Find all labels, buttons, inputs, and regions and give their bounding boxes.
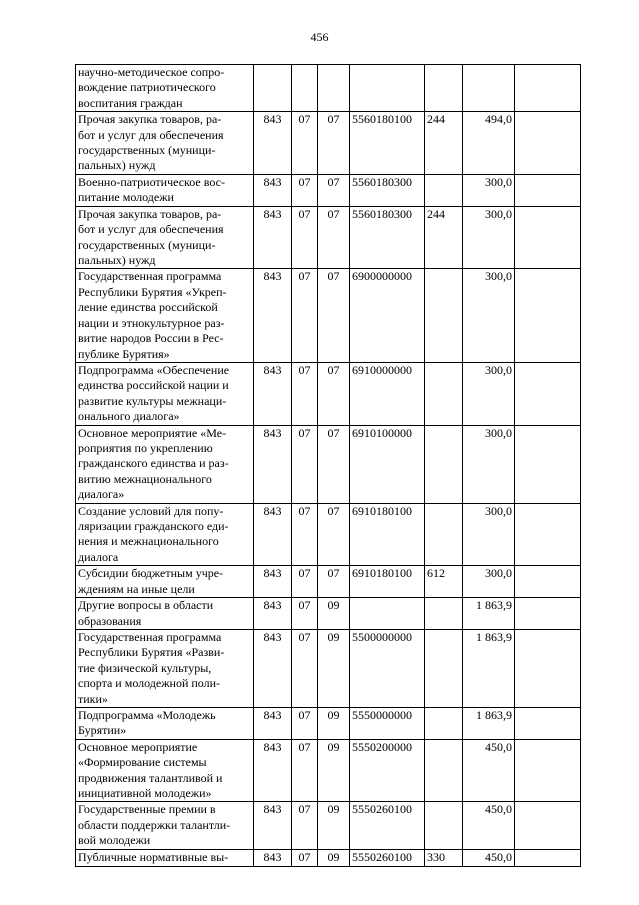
cell-extra <box>515 425 581 503</box>
cell-name: Военно-патриотическое вос- питание молодежи <box>76 174 254 206</box>
cell-name: Другие вопросы в области образования <box>76 598 254 630</box>
cell-expense-type <box>425 362 463 425</box>
table-row <box>76 425 581 503</box>
cell-expense-type <box>425 802 463 849</box>
cell-name: Основное мероприятие «Ме- роприятия по укреплению гражданского единства и раз- витию межнационального диалога» <box>76 425 254 503</box>
cell-subsection: 09 <box>318 598 350 630</box>
cell-subsection: 09 <box>318 630 350 708</box>
cell-extra <box>515 65 581 112</box>
cell-section: 07 <box>292 174 318 206</box>
cell-section: 07 <box>292 425 318 503</box>
cell-extra <box>515 362 581 425</box>
cell-expense-type <box>425 65 463 112</box>
table-row <box>76 503 581 566</box>
cell-target-article: 5500000000 <box>350 630 425 708</box>
cell-target-article: 5560180300 <box>350 206 425 269</box>
cell-grbs: 843 <box>254 849 292 866</box>
table-row <box>76 362 581 425</box>
cell-expense-type <box>425 269 463 362</box>
cell-section: 07 <box>292 802 318 849</box>
cell-name: Государственные премии в области поддержки талантли- вой молодежи <box>76 802 254 849</box>
table-row <box>76 174 581 206</box>
cell-name: Прочая закупка товаров, ра- бот и услуг для обеспечения государственных (муници- пальных) нужд <box>76 206 254 269</box>
cell-expense-type <box>425 174 463 206</box>
cell-grbs: 843 <box>254 708 292 740</box>
table-row <box>76 598 581 630</box>
cell-subsection: 09 <box>318 739 350 802</box>
cell-target-article <box>350 598 425 630</box>
cell-expense-type: 244 <box>425 112 463 175</box>
cell-extra <box>515 849 581 866</box>
cell-grbs: 843 <box>254 566 292 598</box>
cell-subsection: 07 <box>318 566 350 598</box>
cell-extra <box>515 206 581 269</box>
page-number: 456 <box>310 30 329 44</box>
cell-section: 07 <box>292 503 318 566</box>
cell-amount: 450,0 <box>463 739 515 802</box>
cell-amount: 494,0 <box>463 112 515 175</box>
cell-amount: 450,0 <box>463 849 515 866</box>
cell-subsection: 07 <box>318 174 350 206</box>
table-row <box>76 630 581 708</box>
cell-grbs <box>254 65 292 112</box>
cell-amount: 1 863,9 <box>463 708 515 740</box>
cell-extra <box>515 174 581 206</box>
cell-expense-type <box>425 630 463 708</box>
cell-name: научно-методическое сопро- вождение патриотического воспитания граждан <box>76 65 254 112</box>
table-row <box>76 206 581 269</box>
cell-target-article: 5550200000 <box>350 739 425 802</box>
cell-target-article: 6910100000 <box>350 425 425 503</box>
cell-name: Подпрограмма «Обеспечение единства российской нации и развитие культуры межнаци- онального диалога» <box>76 362 254 425</box>
cell-extra <box>515 630 581 708</box>
cell-section: 07 <box>292 630 318 708</box>
cell-amount: 450,0 <box>463 802 515 849</box>
cell-grbs: 843 <box>254 425 292 503</box>
cell-name: Создание условий для попу- ляризации гражданского еди- нения и межнационального диалога <box>76 503 254 566</box>
cell-name: Государственная программа Республики Бурятия «Разви- тие физической культуры, спорта и молодежной поли- тики» <box>76 630 254 708</box>
cell-section: 07 <box>292 598 318 630</box>
cell-amount: 300,0 <box>463 362 515 425</box>
table-row <box>76 708 581 740</box>
cell-grbs: 843 <box>254 362 292 425</box>
cell-grbs: 843 <box>254 206 292 269</box>
cell-name: Подпрограмма «Молодежь Бурятии» <box>76 708 254 740</box>
cell-subsection: 07 <box>318 112 350 175</box>
cell-subsection: 07 <box>318 425 350 503</box>
cell-expense-type <box>425 739 463 802</box>
cell-extra <box>515 566 581 598</box>
cell-target-article: 5550000000 <box>350 708 425 740</box>
cell-grbs: 843 <box>254 739 292 802</box>
cell-expense-type <box>425 598 463 630</box>
cell-subsection: 09 <box>318 802 350 849</box>
cell-subsection <box>318 65 350 112</box>
table-row <box>76 269 581 362</box>
cell-name: Субсидии бюджетным учре- ждениям на иные цели <box>76 566 254 598</box>
cell-extra <box>515 708 581 740</box>
cell-amount <box>463 65 515 112</box>
budget-table <box>75 64 581 867</box>
cell-target-article: 5560180300 <box>350 174 425 206</box>
cell-amount: 300,0 <box>463 503 515 566</box>
cell-section: 07 <box>292 362 318 425</box>
cell-amount: 300,0 <box>463 206 515 269</box>
cell-target-article: 6900000000 <box>350 269 425 362</box>
cell-expense-type <box>425 503 463 566</box>
cell-name: Основное мероприятие «Формирование системы продвижения талантливой и инициативной молодежи» <box>76 739 254 802</box>
cell-amount: 1 863,9 <box>463 598 515 630</box>
cell-amount: 300,0 <box>463 566 515 598</box>
cell-expense-type: 612 <box>425 566 463 598</box>
table-row <box>76 566 581 598</box>
cell-section: 07 <box>292 739 318 802</box>
table-row <box>76 802 581 849</box>
cell-section: 07 <box>292 566 318 598</box>
cell-amount: 300,0 <box>463 425 515 503</box>
table-row <box>76 112 581 175</box>
cell-subsection: 09 <box>318 708 350 740</box>
cell-target-article: 6910180100 <box>350 566 425 598</box>
cell-target-article: 5550260100 <box>350 802 425 849</box>
cell-target-article: 5550260100 <box>350 849 425 866</box>
table-row <box>76 65 581 112</box>
table-row <box>76 849 581 866</box>
cell-expense-type <box>425 425 463 503</box>
table-row <box>76 739 581 802</box>
cell-amount: 300,0 <box>463 269 515 362</box>
cell-extra <box>515 503 581 566</box>
cell-subsection: 07 <box>318 362 350 425</box>
cell-expense-type: 330 <box>425 849 463 866</box>
cell-extra <box>515 598 581 630</box>
cell-grbs: 843 <box>254 598 292 630</box>
cell-subsection: 07 <box>318 206 350 269</box>
cell-section: 07 <box>292 206 318 269</box>
cell-subsection: 07 <box>318 503 350 566</box>
cell-amount: 300,0 <box>463 174 515 206</box>
cell-subsection: 07 <box>318 269 350 362</box>
cell-name: Публичные нормативные вы- <box>76 849 254 866</box>
cell-grbs: 843 <box>254 269 292 362</box>
cell-grbs: 843 <box>254 112 292 175</box>
cell-target-article: 6910000000 <box>350 362 425 425</box>
cell-grbs: 843 <box>254 802 292 849</box>
cell-section: 07 <box>292 269 318 362</box>
cell-name: Прочая закупка товаров, ра- бот и услуг для обеспечения государственных (муници- пальных) нужд <box>76 112 254 175</box>
cell-subsection: 09 <box>318 849 350 866</box>
cell-section: 07 <box>292 708 318 740</box>
cell-section: 07 <box>292 849 318 866</box>
cell-extra <box>515 112 581 175</box>
cell-amount: 1 863,9 <box>463 630 515 708</box>
cell-grbs: 843 <box>254 503 292 566</box>
cell-expense-type <box>425 708 463 740</box>
cell-extra <box>515 739 581 802</box>
cell-section <box>292 65 318 112</box>
cell-expense-type: 244 <box>425 206 463 269</box>
cell-target-article: 5560180100 <box>350 112 425 175</box>
cell-extra <box>515 269 581 362</box>
cell-grbs: 843 <box>254 630 292 708</box>
cell-target-article <box>350 65 425 112</box>
cell-extra <box>515 802 581 849</box>
cell-section: 07 <box>292 112 318 175</box>
cell-name: Государственная программа Республики Бурятия «Укреп- ление единства российской нации и этнокультурное раз- витие народов России в Рес- публике Бурятия» <box>76 269 254 362</box>
cell-grbs: 843 <box>254 174 292 206</box>
cell-target-article: 6910180100 <box>350 503 425 566</box>
